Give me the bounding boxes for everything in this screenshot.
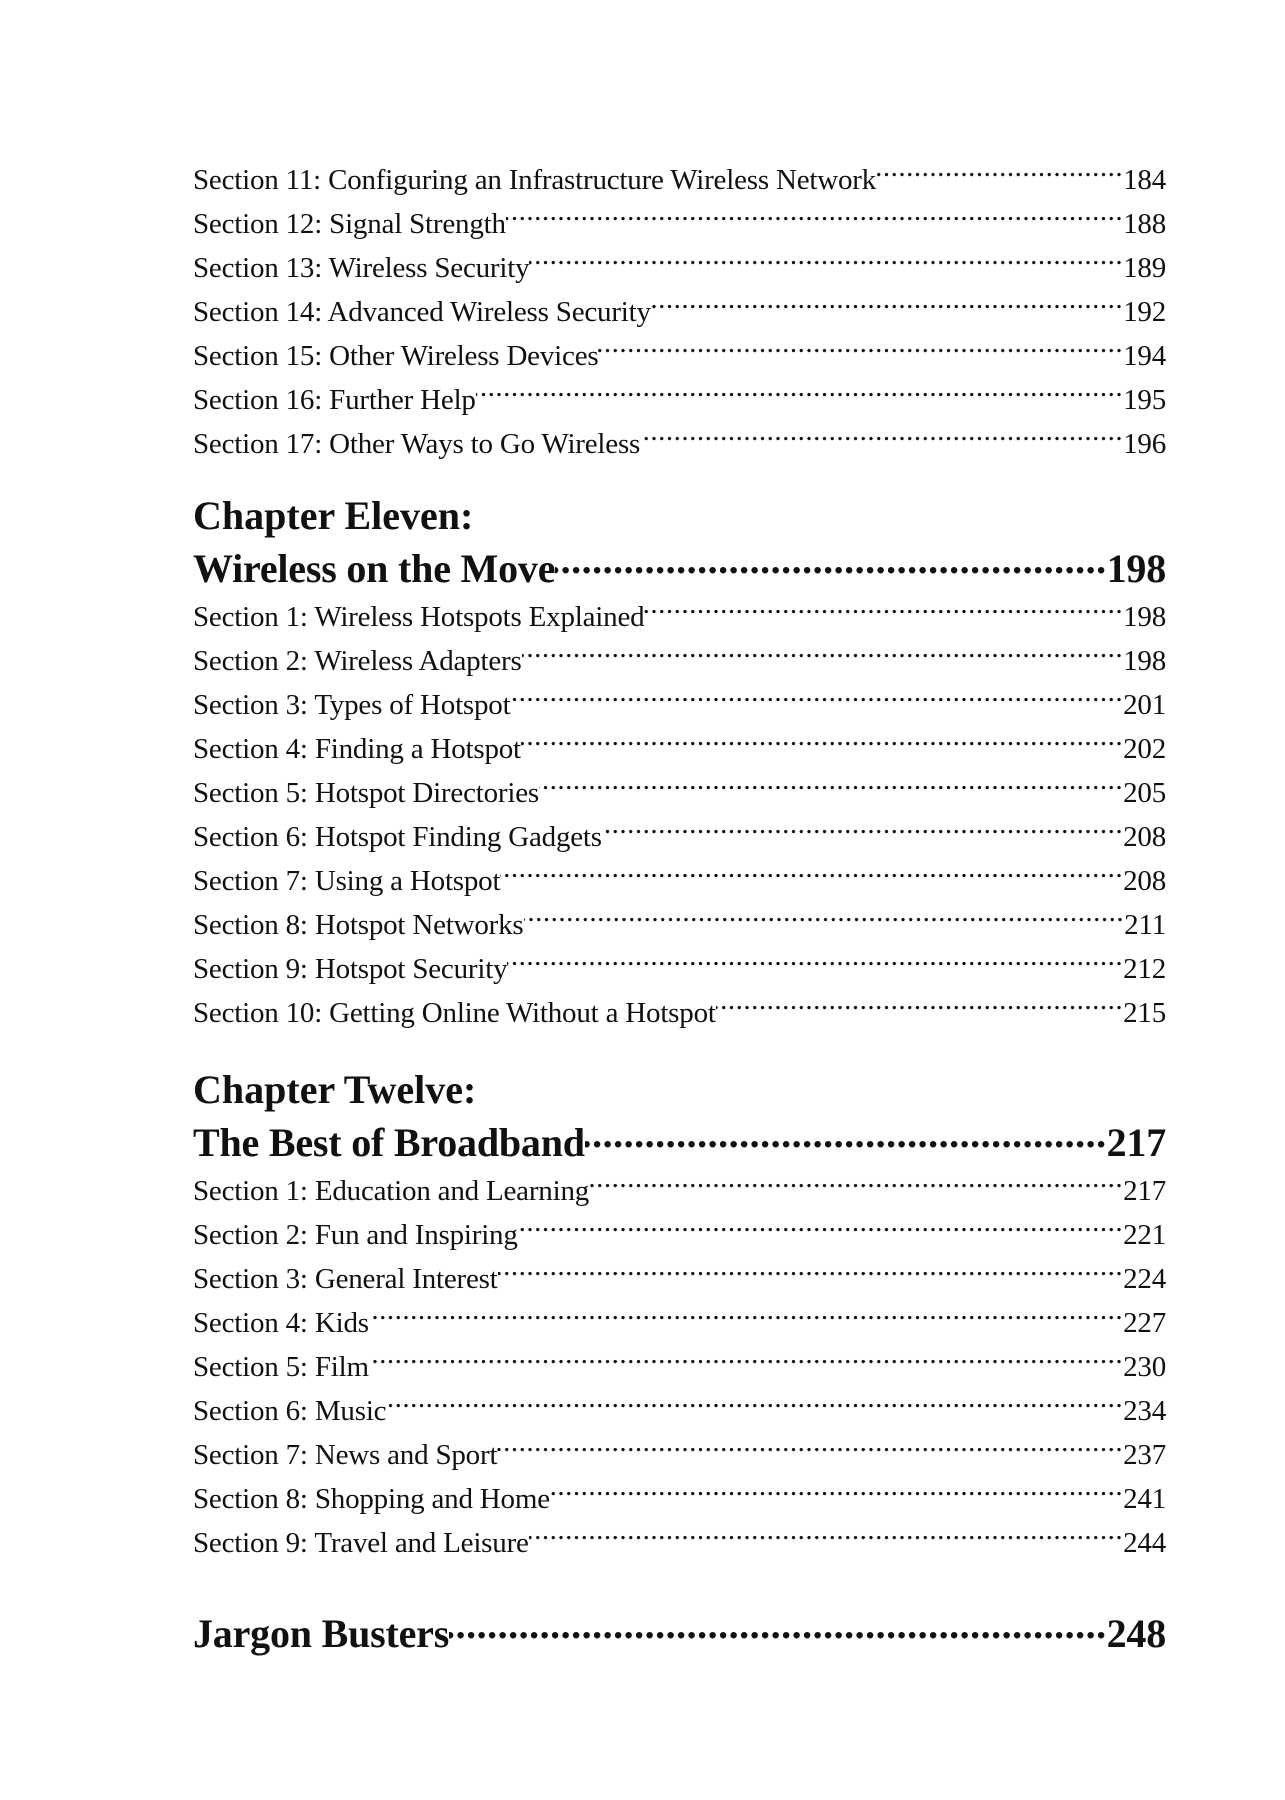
page-number: 224 (1123, 1263, 1166, 1295)
page-number: 201 (1123, 689, 1166, 721)
page-number: 230 (1123, 1351, 1166, 1383)
entry-title: Section 4: Kids (193, 1307, 369, 1339)
dot-leader (524, 890, 1125, 934)
entry-title: Section 5: Film (193, 1351, 369, 1383)
chapter-heading[interactable] (193, 1603, 1166, 1656)
page-number: 194 (1123, 340, 1166, 372)
page-number: 212 (1123, 953, 1166, 985)
page-number: 211 (1124, 909, 1166, 941)
entry-title: Section 3: General Interest (193, 1263, 498, 1295)
dot-leader (506, 189, 1123, 233)
page-number: 192 (1123, 296, 1166, 328)
chapter-label: Chapter Eleven: (193, 493, 474, 538)
chapter-twelve (193, 1067, 1166, 1559)
page-number: 195 (1123, 384, 1166, 416)
entry-title: Section 3: Types of Hotspot (193, 689, 511, 721)
entry-title: Section 12: Signal Strength (193, 208, 506, 240)
page-number: 202 (1123, 733, 1166, 765)
toc-entry[interactable] (193, 145, 1166, 196)
entry-title: Section 16: Further Help (193, 384, 476, 416)
toc-top-sections (193, 145, 1166, 460)
entry-title: Section 6: Music (193, 1395, 387, 1427)
entry-title: Section 10: Getting Online Without a Hotspot (193, 997, 716, 1029)
entry-title: Section 13: Wireless Security (193, 252, 530, 284)
entry-title: Section 8: Shopping and Home (193, 1483, 550, 1515)
chapter-title: Jargon Busters (193, 1611, 450, 1656)
dot-leader (529, 233, 1123, 277)
page-number: 189 (1123, 252, 1166, 284)
jargon-busters (193, 1603, 1166, 1656)
entry-title: Section 1: Wireless Hotspots Explained (193, 601, 645, 633)
page-number: 244 (1123, 1527, 1166, 1559)
dot-leader (585, 1112, 1107, 1156)
dot-leader (550, 1464, 1123, 1508)
page-number: 227 (1123, 1307, 1166, 1339)
page-number: 234 (1123, 1395, 1166, 1427)
entry-title: Section 9: Hotspot Security (193, 953, 508, 985)
page-number: 196 (1123, 428, 1166, 460)
dot-leader (539, 758, 1123, 802)
dot-leader (497, 1420, 1123, 1464)
dot-leader (640, 409, 1123, 453)
dot-leader (518, 1200, 1123, 1244)
dot-leader (510, 670, 1123, 714)
chapter-heading[interactable] (193, 1112, 1166, 1165)
page-number: 217 (1123, 1175, 1166, 1207)
entry-title: Section 2: Wireless Adapters (193, 645, 522, 677)
dot-leader (522, 626, 1124, 670)
page-number: 221 (1123, 1219, 1166, 1251)
entry-title: Section 8: Hotspot Networks (193, 909, 524, 941)
dot-leader (507, 934, 1123, 978)
page-number: 208 (1123, 821, 1166, 853)
page-number: 198 (1123, 645, 1166, 677)
dot-leader (498, 1244, 1123, 1288)
entry-title: Section 2: Fun and Inspiring (193, 1219, 518, 1251)
dot-leader (644, 582, 1123, 626)
chapter-title: The Best of Broadband (193, 1120, 585, 1165)
chapter-label: Chapter Twelve: (193, 1067, 477, 1112)
dot-leader (369, 1288, 1123, 1332)
entry-title: Section 1: Education and Learning (193, 1175, 590, 1207)
dot-leader (386, 1376, 1123, 1420)
entry-title: Section 6: Hotspot Finding Gadgets (193, 821, 602, 853)
dot-leader (500, 846, 1123, 890)
dot-leader (651, 277, 1123, 321)
page-number: 184 (1123, 164, 1166, 196)
page-number: 188 (1123, 208, 1166, 240)
dot-leader (369, 1332, 1123, 1376)
chapter-eleven (193, 493, 1166, 1029)
dot-leader (476, 365, 1123, 409)
entry-title: Section 9: Travel and Leisure (193, 1527, 529, 1559)
page-number: 237 (1123, 1439, 1166, 1471)
entry-title: Section 17: Other Ways to Go Wireless (193, 428, 641, 460)
page-number: 215 (1123, 997, 1166, 1029)
dot-leader (555, 538, 1106, 582)
dot-leader (716, 978, 1123, 1022)
page-number: 241 (1123, 1483, 1166, 1515)
dot-leader (529, 1508, 1123, 1552)
page-number: 205 (1123, 777, 1166, 809)
chapter-title: Wireless on the Move (193, 546, 556, 591)
dot-leader (589, 1156, 1123, 1200)
dot-leader (602, 802, 1123, 846)
entry-title: Section 15: Other Wireless Devices (193, 340, 599, 372)
entry-title: Section 11: Configuring an Infrastructure Wireless Network (193, 164, 877, 196)
page-number: 198 (1106, 546, 1166, 591)
entry-title: Section 7: News and Sport (193, 1439, 498, 1471)
dot-leader (521, 714, 1123, 758)
page-number: 217 (1106, 1120, 1166, 1165)
entry-title: Section 7: Using a Hotspot (193, 865, 501, 897)
page-number: 248 (1106, 1611, 1166, 1656)
dot-leader (598, 321, 1123, 365)
page-number: 198 (1123, 601, 1166, 633)
chapter-heading[interactable] (193, 538, 1166, 591)
entry-title: Section 5: Hotspot Directories (193, 777, 539, 809)
entry-title: Section 4: Finding a Hotspot (193, 733, 521, 765)
entry-title: Section 14: Advanced Wireless Security (193, 296, 651, 328)
dot-leader (449, 1603, 1107, 1647)
page-number: 208 (1123, 865, 1166, 897)
dot-leader (876, 145, 1123, 189)
